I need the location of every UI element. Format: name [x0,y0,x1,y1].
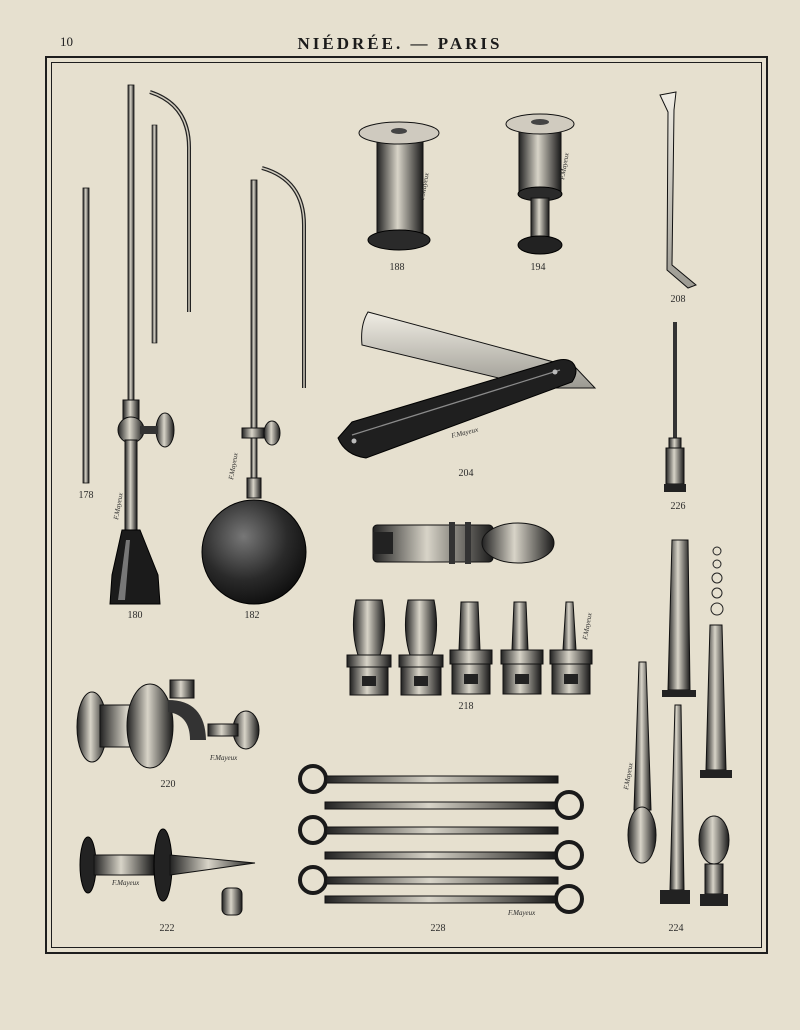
figure-194 [506,114,574,254]
caption-220: 220 [160,779,176,790]
figure-226 [664,322,686,492]
figure-208 [660,92,696,288]
figure-218-tips [347,600,594,695]
figure-180 [110,85,189,604]
svg-text:F.Mayeux: F.Mayeux [558,152,571,181]
caption-204: 204 [458,468,474,479]
caption-228: 228 [430,923,446,934]
figure-188 [359,122,439,250]
figure-224 [622,540,732,906]
figure-178 [83,188,89,483]
caption-194: 194 [530,262,546,273]
caption-222: 222 [159,923,175,934]
caption-226: 226 [670,501,686,512]
caption-208: 208 [670,294,686,305]
svg-text:F.Mayeux: F.Mayeux [450,425,479,440]
svg-text:F.Mayeux: F.Mayeux [112,879,140,887]
caption-182: 182 [244,610,260,621]
figure-222 [80,829,255,915]
figure-182 [202,168,306,604]
svg-text:F.Mayeux: F.Mayeux [508,909,536,917]
caption-178: 178 [78,490,94,501]
svg-text:F.Mayeux: F.Mayeux [622,762,635,791]
caption-224: 224 [668,923,684,934]
figure-228 [300,766,582,917]
svg-text:F.Mayeux: F.Mayeux [581,612,594,641]
figure-218 [373,522,554,564]
caption-180: 180 [127,610,143,621]
page-number: 10 [60,34,73,49]
svg-text:F.Mayeux: F.Mayeux [210,754,238,762]
caption-218: 218 [458,701,474,712]
figure-220 [77,680,259,768]
svg-text:F.Mayeux: F.Mayeux [418,172,431,201]
page-title: NIÉDRÉE. — PARIS [297,34,503,53]
figure-204 [338,312,595,458]
caption-188: 188 [389,262,405,273]
svg-text:F.Mayeux: F.Mayeux [112,492,125,521]
svg-text:F.Mayeux: F.Mayeux [227,452,240,481]
